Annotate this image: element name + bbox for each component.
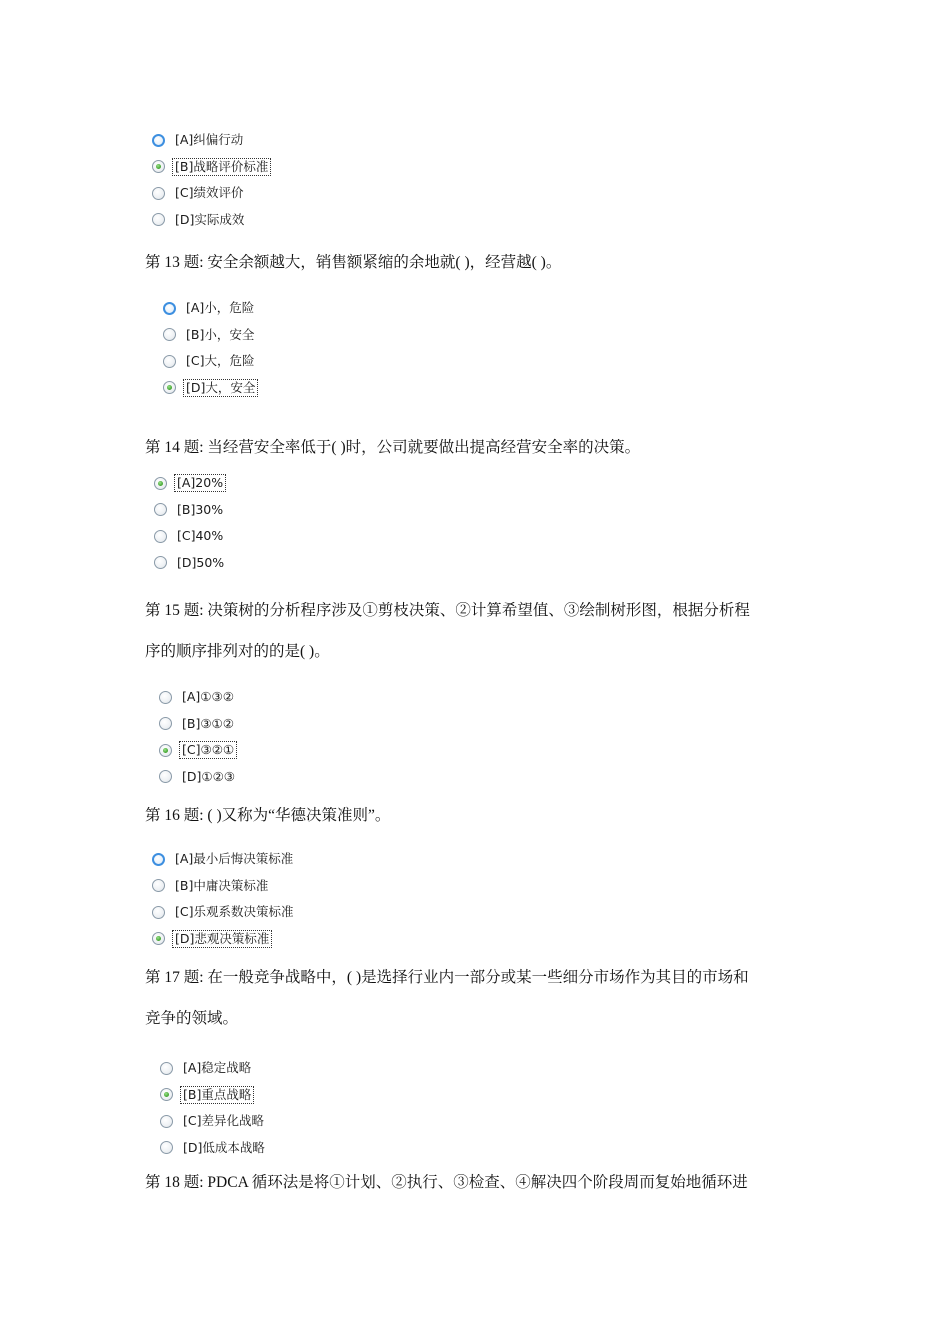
- question-15: [145, 590, 815, 672]
- option-row[interactable]: [163, 375, 257, 402]
- option-label: [D]悲观决策标准: [175, 930, 270, 946]
- option-label: [A]20%: [177, 475, 224, 491]
- option-row[interactable]: [152, 846, 295, 873]
- option-row[interactable]: [163, 295, 257, 322]
- option-row[interactable]: [154, 550, 226, 577]
- option-label: [A]最小后悔决策标准: [175, 851, 294, 867]
- option-row[interactable]: [152, 180, 270, 207]
- radio-icon[interactable]: [163, 328, 176, 341]
- question-18: [145, 1162, 815, 1203]
- radio-icon[interactable]: [163, 302, 176, 315]
- option-label: [C]差异化战略: [183, 1113, 264, 1129]
- question-text: 第 13 题: 安全余额越大，销售额紧缩的余地就( )，经营越( )。: [145, 254, 562, 271]
- option-row[interactable]: [159, 737, 237, 764]
- option-row[interactable]: [154, 497, 226, 524]
- option-label: [A]①③②: [182, 689, 234, 705]
- option-label: [A]纠偏行动: [175, 132, 244, 148]
- radio-icon[interactable]: [154, 530, 167, 543]
- option-label: [B]30%: [177, 501, 224, 517]
- radio-icon[interactable]: [154, 503, 167, 516]
- radio-checked-icon[interactable]: [160, 1088, 173, 1101]
- radio-icon[interactable]: [152, 853, 165, 866]
- option-label: [B]③①②: [182, 715, 234, 731]
- radio-checked-icon[interactable]: [152, 932, 165, 945]
- option-label: [D]大，安全: [186, 379, 256, 395]
- option-label: [A]稳定战略: [183, 1060, 252, 1076]
- question-text: 第 16 题: ( )又称为“华德决策准则”。: [145, 807, 391, 824]
- option-label: [C]40%: [177, 528, 224, 544]
- radio-checked-icon[interactable]: [154, 477, 167, 490]
- radio-icon[interactable]: [152, 906, 165, 919]
- radio-icon[interactable]: [163, 355, 176, 368]
- question-text: 第 17 题: 在一般竞争战略中，( )是选择行业内一部分或某一些细分市场作为其目的市场和: [145, 969, 749, 986]
- question-14: [145, 427, 815, 468]
- radio-icon[interactable]: [160, 1115, 173, 1128]
- option-row[interactable]: [152, 899, 295, 926]
- question-text-cont: 竞争的领域。: [145, 1010, 239, 1027]
- question-text: 第 15 题: 决策树的分析程序涉及①剪枝决策、②计算希望值、③绘制树形图，根据分析程: [145, 602, 750, 619]
- radio-checked-icon[interactable]: [152, 160, 165, 173]
- option-label: [D]实际成效: [175, 211, 245, 227]
- option-row[interactable]: [159, 684, 237, 711]
- option-label: [B]战略评价标准: [175, 158, 269, 174]
- option-group-17: [160, 1055, 267, 1161]
- option-label: [B]重点战略: [183, 1086, 252, 1102]
- option-label: [A]小，危险: [186, 300, 255, 316]
- option-row[interactable]: [160, 1082, 267, 1109]
- question-text: 第 18 题: PDCA 循环法是将①计划、②执行、③检查、④解决四个阶段周而复始地循环进: [145, 1174, 748, 1191]
- option-row[interactable]: [160, 1108, 267, 1135]
- option-label: [C]绩效评价: [175, 185, 244, 201]
- radio-icon[interactable]: [159, 691, 172, 704]
- option-row[interactable]: [159, 764, 237, 791]
- option-label: [D]50%: [177, 554, 225, 570]
- radio-checked-icon[interactable]: [159, 744, 172, 757]
- question-16: [145, 795, 815, 836]
- question-13: [145, 242, 815, 283]
- option-label: [C]③②①: [182, 742, 235, 758]
- option-label: [B]小，安全: [186, 326, 255, 342]
- option-row[interactable]: [152, 154, 270, 181]
- option-row[interactable]: [159, 711, 237, 738]
- option-group-13: [163, 295, 257, 401]
- question-text-cont: 序的顺序排列对的的是( )。: [145, 643, 330, 660]
- option-label: [D]①②③: [182, 768, 235, 784]
- radio-icon[interactable]: [159, 717, 172, 730]
- option-row[interactable]: [152, 873, 295, 900]
- question-text: 第 14 题: 当经营安全率低于( )时，公司就要做出提高经营安全率的决策。: [145, 439, 641, 456]
- option-label: [B]中庸决策标准: [175, 877, 269, 893]
- option-row[interactable]: [163, 322, 257, 349]
- option-row[interactable]: [154, 470, 226, 497]
- option-row[interactable]: [160, 1055, 267, 1082]
- option-label: [C]乐观系数决策标准: [175, 904, 294, 920]
- option-row[interactable]: [160, 1135, 267, 1162]
- radio-icon[interactable]: [152, 213, 165, 226]
- radio-icon[interactable]: [152, 134, 165, 147]
- radio-checked-icon[interactable]: [163, 381, 176, 394]
- option-group-15: [159, 684, 237, 790]
- option-group-12: [152, 127, 270, 233]
- option-row[interactable]: [154, 523, 226, 550]
- option-row[interactable]: [152, 926, 295, 953]
- radio-icon[interactable]: [152, 187, 165, 200]
- option-group-16: [152, 846, 295, 952]
- question-17: [145, 957, 815, 1039]
- option-label: [D]低成本战略: [183, 1139, 265, 1155]
- radio-icon[interactable]: [154, 556, 167, 569]
- option-row[interactable]: [152, 207, 270, 234]
- radio-icon[interactable]: [160, 1141, 173, 1154]
- option-row[interactable]: [163, 348, 257, 375]
- radio-icon[interactable]: [159, 770, 172, 783]
- option-group-14: [154, 470, 226, 576]
- option-label: [C]大，危险: [186, 353, 255, 369]
- radio-icon[interactable]: [160, 1062, 173, 1075]
- radio-icon[interactable]: [152, 879, 165, 892]
- option-row[interactable]: [152, 127, 270, 154]
